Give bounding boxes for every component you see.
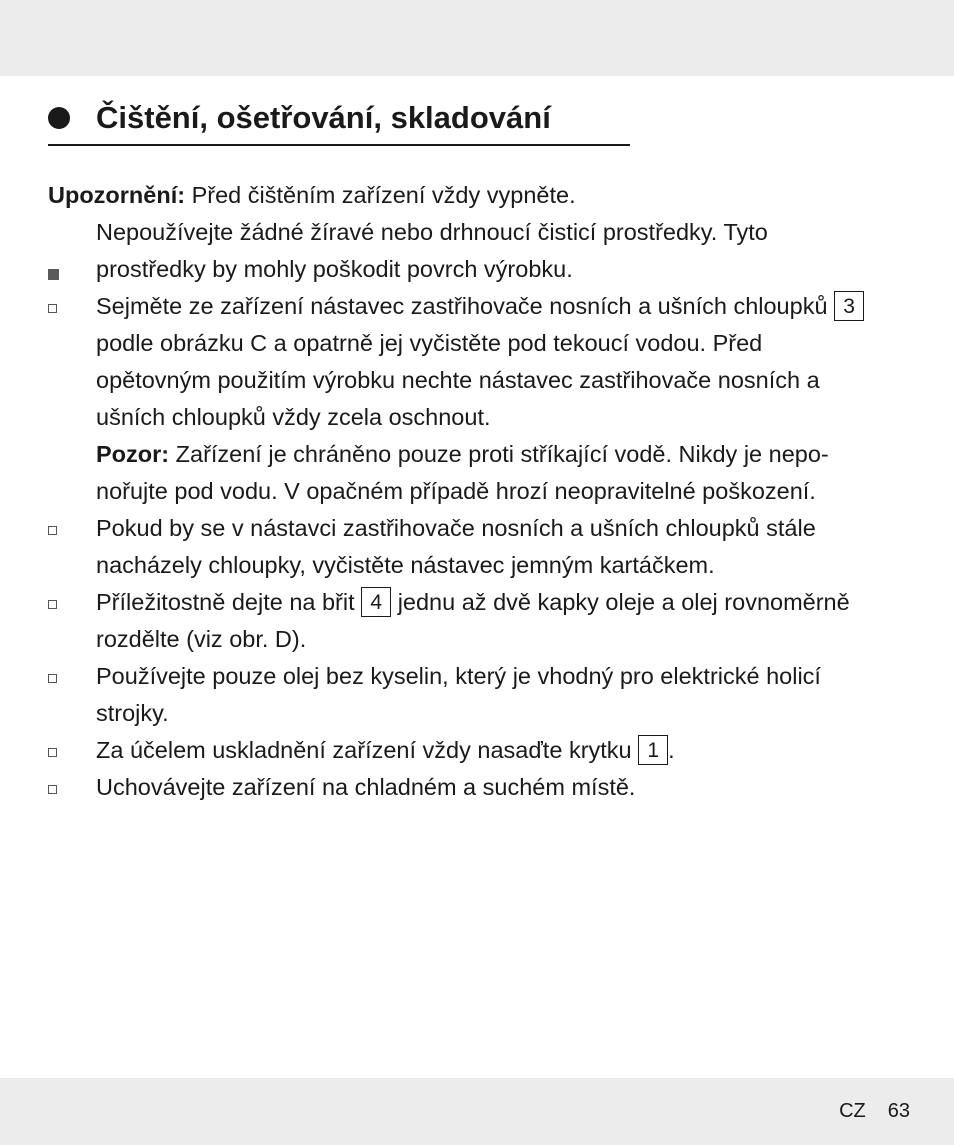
caution-line [48,436,910,473]
checkbox-bullet-icon [48,674,57,683]
item-text-line: Používejte pouze olej bez kyselin, který je vhodný pro elektrické holicí [96,663,821,689]
list-item [48,732,910,769]
notice-label: Upozornění: [48,182,186,208]
item-text-line: strojky. [96,700,169,726]
list-item [48,288,910,510]
item-text-line [48,584,910,621]
list-item [48,658,910,732]
item-text-line: nacházely chloupky, vyčistěte nástavec jemným kartáčkem. [96,552,715,578]
item-text-line: ušních chloupků vždy zcela oschnout. [96,404,491,430]
section-title: Čištění, ošetřování, skladování [96,100,551,135]
list-item [48,510,910,584]
filled-square-bullet-icon [48,269,59,280]
item-text-line: Nepoužívejte žádné žíravé nebo drhnoucí čisticí prostředky. Tyto [96,219,768,245]
checkbox-bullet-icon [48,785,57,794]
item-text-line: Pokud by se v nástavci zastřihovače nosních a ušních chloupků stále [96,515,816,541]
checkbox-bullet-icon [48,748,57,757]
item-text-line: prostředky by mohly poškodit povrch výrobku. [96,256,573,282]
item-text-line: Uchovávejte zařízení na chladném a suchém místě. [96,774,636,800]
part-reference-box: 3 [834,291,864,321]
list-item [48,214,910,288]
caution-text: Zařízení je chráněno pouze proti stříkající vodě. Nikdy je nepo- [169,441,829,467]
item-text-line [48,288,910,325]
notice-line [48,177,910,214]
header-band [0,0,954,76]
caution-text-line: nořujte pod vodu. V opačném případě hrozí neopravitelné poškození. [96,478,816,504]
checkbox-bullet-icon [48,526,57,535]
notice-text: Před čištěním zařízení vždy vypněte. [185,182,576,208]
heading-bullet-icon [48,107,70,129]
part-reference-box: 4 [361,587,391,617]
page-number: 63 [887,1100,910,1122]
footer-band [0,1078,954,1145]
item-text: jednu až dvě kapky oleje a olej rovnoměrně [391,589,850,615]
item-text-line: opětovným použitím výrobku nechte nástavec zastřihovače nosních a [96,367,820,393]
item-text: Příležitostně dejte na břit [96,589,362,615]
page-footer [839,1098,910,1124]
item-text-line: podle obrázku C a opatrně jej vyčistěte pod tekoucí vodou. Před [96,330,763,356]
item-text-line: rozdělte (viz obr. D). [96,626,307,652]
part-reference-box: 1 [638,735,668,765]
checkbox-bullet-icon [48,600,57,609]
list-item [48,584,910,658]
section-content [48,177,910,806]
checkbox-bullet-icon [48,304,57,313]
section-heading [48,96,630,146]
language-code: CZ [839,1100,866,1122]
item-text: Za účelem uskladnění zařízení vždy nasaďte krytku [96,737,639,763]
caution-label: Pozor: [96,441,170,467]
item-text: . [668,737,675,763]
item-text-line [48,732,910,769]
item-text: Sejměte ze zařízení nástavec zastřihovače nosních a ušních chloupků [96,293,835,319]
list-item [48,769,910,806]
